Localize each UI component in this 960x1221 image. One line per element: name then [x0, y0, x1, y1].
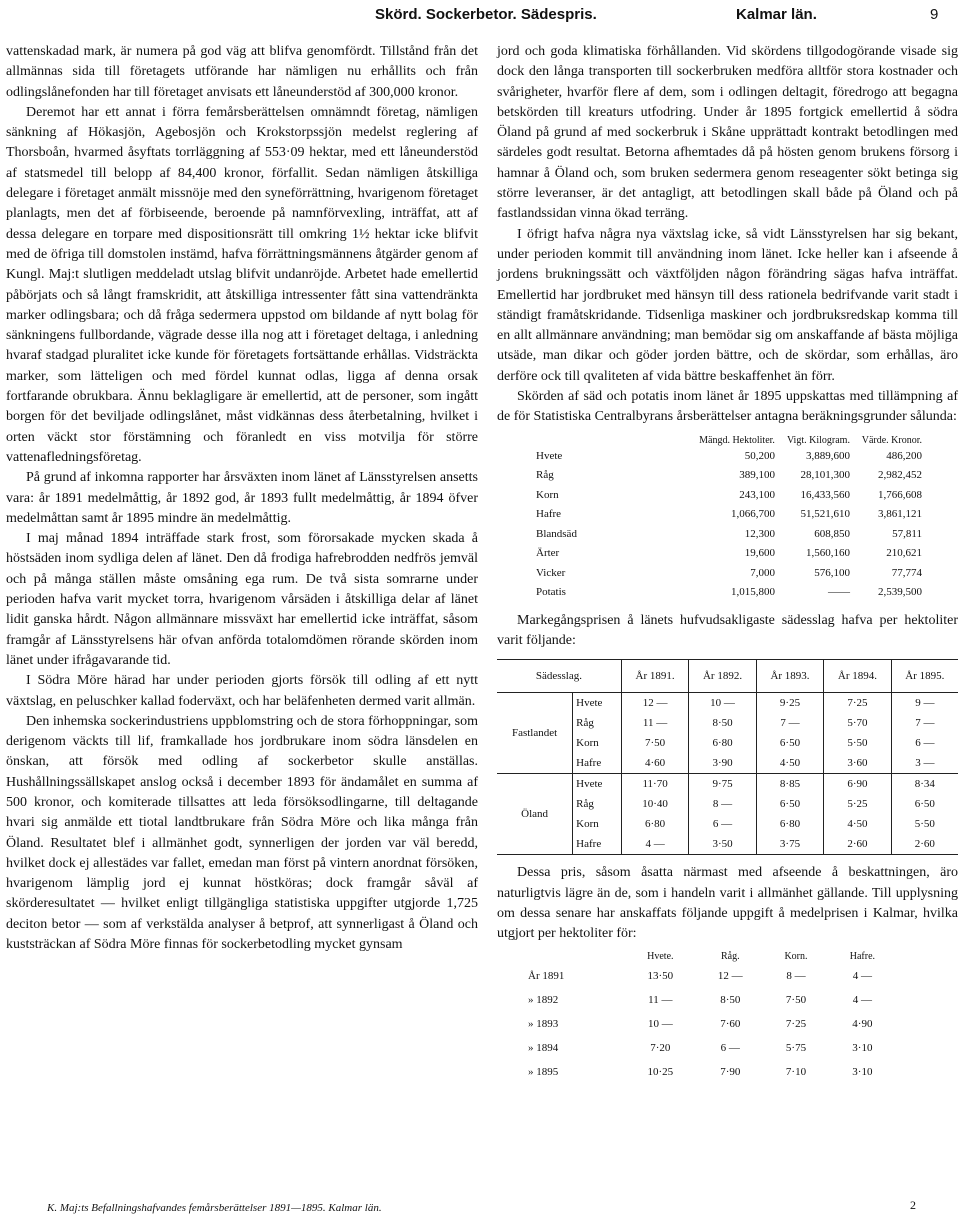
right-column — [497, 42, 958, 1084]
table-row — [533, 505, 925, 525]
price-cell: 11 — — [621, 713, 688, 733]
price-cell: 4 — — [852, 970, 873, 983]
price-cell: 4·90 — [852, 1018, 873, 1031]
crop-name: Potatis — [536, 586, 566, 599]
price-cell: 12 — — [621, 693, 688, 714]
price-cell: 7·50 — [785, 994, 807, 1007]
paragraph: I maj månad 1894 inträffade stark frost, som förorsakade mycken skada å höstsäden inom sydliga delen af länet. Den då frodiga hafrebrodden nedfrös jemväl och på många ställen måste omsåning ega rum. De två sista somrarne under perioden hafva varit mycket torra, hvarigenom vårsäden i åtskilliga delar af länet lidit ganska hårdt. Någon allmännare missväxt har emellertid icke inträffat, såsom framgår af Länsstyrelsens här ofvan anförda totalomdömen rörande skörden inom länet under ifrågavarande tid. — [6, 531, 478, 668]
price-cell: 7·10 — [785, 1066, 807, 1079]
column-header: År 1891. — [621, 660, 688, 693]
paragraph: vattenskadad mark, är numera på god väg att blifva genomfördt. Tillstånd från det allmännas sida till företagets utförande har nämligen nu erhållits och från odlingslånefonden har till företaget anvisats ett låneunderstöd af 300,000 kronor. — [6, 44, 478, 100]
weight-cell: 28,101,300 — [800, 469, 850, 482]
table-row — [497, 774, 958, 795]
paragraph: Deremot har ett annat i förra femårsberättelsen omnämndt företag, nämligen sänkning af Hökasjön, Agebosjön och Krokstorpssjön medelst reglering af Thorsboån, hvarmed åsyftats torrläggning af 553·09 hektar, med ett låneunderstöd af statsmedel till belopp af 84,400 kronor, förfallit. Sedan nämligen åtskilliga delegare i företaget anmält missnöje med den syneförrättning, hvarigenom företaget planlagts, men det af förbiseende, beroende på namnförvexling, inträffat, att af dessa delegare en torpare med dispositionsrätt till omkring 1½ hektar icke blifvit med de öfriga till domstolen instämd, hafva förrättningsmännens åtgärder genom af Kungl. Maj:t slutligen meddeladt utslag blifvit undanröjde. Arbetet hade emellertid påbörjats och så långt framskridit, att åtskilliga intressenter fått sina vattendränkta marker odlingsbara; och då fråga sedermera uppstod om bildande af nytt bolag för sänkningens fullbordande, vägrade desse illa nog att i företaget deltaga, i anledning hvaraf stadgad pluralitet icke kunde för företagets fortsättande erhållas. Vidsträckta marker, som lätteligen och med fördel kunnat odlas, ligga af denna orsak fortfarande obrukbara. Ännu beklagligare är emellertid, att de personer, som ingått borgen för det beviljade odlingslånet, måst vidkännas dess återbetalning, hvilket i orten väckt stor förstämning och föranledt en viss motvilja för större vattenafledningsföretag. — [6, 104, 478, 465]
amount-cell: 19,600 — [744, 547, 775, 560]
paragraph: jord och goda klimatiska förhållanden. Vid skördens tillgodogörande visade sig dock den långa transporten till sockerbruken medföra alltför stora kostnader och svårigheter, hvarför flere af dem, som i odlingen deltagit, föredrogo att begagna betskörden till kreaturs utfodring. Under år 1895 fortgick emellertid å södra Öland på grund af med sockerbruk i Skåne upprättadt kontrakt betodlingen med särdeles godt resultat. Betorna afhemtades då på hösten genom brukens försorg i hamnar å Öland och, som bruken sedermera genom reseagenter sökt betinga sig större leveranser, är det antagligt, att betodlingen skall både på Öland och på fastlandssidan vinna ökad terräng. — [497, 44, 958, 222]
kalmar-price-table — [527, 950, 897, 1084]
price-cell: 3·60 — [824, 753, 891, 774]
weight-cell: 608,850 — [814, 527, 850, 540]
price-table-body — [497, 693, 958, 855]
table-header-row — [527, 950, 897, 964]
amount-cell: 243,100 — [739, 488, 775, 501]
price-cell: 4·60 — [621, 753, 688, 774]
price-cell: 4·50 — [824, 814, 891, 834]
column-header: Råg. — [720, 951, 740, 963]
table-row — [497, 693, 958, 714]
region-label: Öland — [497, 774, 573, 855]
price-cell: 11·70 — [621, 774, 688, 795]
value-cell: 210,621 — [886, 547, 922, 560]
value-cell: 77,774 — [891, 566, 922, 579]
weight-cell: 576,100 — [814, 566, 850, 579]
weight-cell: 16,433,560 — [800, 488, 850, 501]
harvest-table — [533, 434, 925, 603]
price-cell: 11 — — [648, 994, 673, 1007]
crop-name: Ärter — [536, 547, 560, 560]
crop-name: Hvete — [573, 693, 622, 714]
crop-name: Korn — [573, 733, 622, 753]
amount-cell: 1,066,700 — [730, 508, 775, 521]
table-row — [533, 447, 925, 467]
year-label: » 1892 — [528, 994, 559, 1007]
price-cell: 3·10 — [852, 1066, 873, 1079]
amount-cell: 12,300 — [744, 527, 775, 540]
value-cell: 1,766,608 — [878, 488, 922, 501]
amount-cell: 50,200 — [744, 449, 775, 462]
price-cell: 8·85 — [756, 774, 823, 795]
weight-cell: 3,889,600 — [805, 449, 850, 462]
price-cell: 6·90 — [824, 774, 891, 795]
price-cell: 3·50 — [689, 834, 756, 855]
price-cell: 8·34 — [891, 774, 958, 795]
price-cell: 8 — — [689, 794, 756, 814]
year-label: » 1893 — [528, 1018, 559, 1031]
table-row — [527, 1012, 897, 1036]
footer-signature-mark: 2 — [910, 1198, 916, 1212]
running-header — [0, 4, 960, 26]
table-row — [533, 564, 925, 584]
price-cell: 6·80 — [756, 814, 823, 834]
price-cell: 7·25 — [824, 693, 891, 714]
table-row — [527, 964, 897, 988]
crop-name: Råg — [536, 469, 554, 482]
paragraph: Skörden af säd och potatis inom länet år 1895 uppskattas med tillämpning af de för Statistiska Centralbyrans årsberättelser antagna beräkningsgrunder sålunda: — [497, 389, 958, 425]
crop-name: Råg — [573, 713, 622, 733]
table-row — [527, 988, 897, 1012]
price-table — [497, 659, 958, 855]
price-cell: 3 — — [891, 753, 958, 774]
price-cell: 6·80 — [621, 814, 688, 834]
price-cell: 3·90 — [689, 753, 756, 774]
price-cell: 10 — — [689, 693, 756, 714]
column-header: År 1892. — [689, 660, 756, 693]
column-header: Hvete. — [647, 951, 674, 963]
price-cell: 7·90 — [720, 1066, 741, 1079]
crop-name: Hafre — [573, 834, 622, 855]
header-county: Kalmar län. — [736, 6, 817, 23]
price-cell: 4·50 — [756, 753, 823, 774]
year-label: » 1894 — [528, 1042, 559, 1055]
column-header: Sädesslag. — [497, 660, 621, 693]
left-column — [6, 42, 478, 955]
price-cell: 2·60 — [824, 834, 891, 855]
crop-name: Hvete — [536, 449, 563, 462]
table-row — [527, 1036, 897, 1060]
price-cell: 7 — — [756, 713, 823, 733]
table-row — [533, 466, 925, 486]
amount-cell: 389,100 — [739, 469, 775, 482]
table-row — [533, 486, 925, 506]
price-cell: 9 — — [891, 693, 958, 714]
price-cell: 5·25 — [824, 794, 891, 814]
price-cell: 6·80 — [689, 733, 756, 753]
price-cell: 2·60 — [891, 834, 958, 855]
price-cell: 7·20 — [650, 1042, 671, 1055]
year-label: » 1895 — [528, 1066, 559, 1079]
price-cell: 3·10 — [852, 1042, 873, 1055]
price-cell: 5·50 — [891, 814, 958, 834]
price-cell: 6·50 — [891, 794, 958, 814]
price-cell: 4 — — [852, 994, 873, 1007]
paragraph: På grund af inkomna rapporter har årsväxten inom länet af Länsstyrelsen ansetts vara: år 1891 medelmåttig, år 1892 god, år 1893 fullt medelmåttig, år 1894 öfver medelmåttan samt år 1895 mindre än medelmåttig. — [6, 470, 478, 526]
price-cell: 6·50 — [756, 733, 823, 753]
kalmar-table-body — [527, 964, 897, 1084]
crop-name: Blandsäd — [536, 527, 577, 540]
price-cell: 9·25 — [756, 693, 823, 714]
column-header: Korn. — [784, 951, 808, 963]
price-cell: 7 — — [891, 713, 958, 733]
value-cell: 3,861,121 — [878, 508, 922, 521]
paragraph: I Södra Möre härad har under perioden gjorts försök till odling af ett nytt växtslag, en peluschker kallad foderväxt, och har beläfenheten dermed varit allmän. — [6, 673, 478, 709]
value-cell: 2,539,500 — [878, 586, 922, 599]
harvest-table-body — [533, 447, 925, 603]
table-row — [533, 525, 925, 545]
price-cell: 8 — — [786, 970, 806, 983]
region-label: Fastlandet — [511, 727, 558, 740]
price-cell: 6·50 — [756, 794, 823, 814]
year-label: År 1891 — [528, 970, 565, 983]
value-cell: 57,811 — [892, 527, 922, 540]
paragraph: I öfrigt hafva några nya växtslag icke, så vidt Länsstyrelsen har sig bekant, under perioden kommit till användning inom länet. Icke heller kan i afseende å jordens brukningssätt och växtföljden någon förändring sägas hafva inträffat. Emellertid har jordbruket med hänsyn till dess rationela bedrifvande varit stadt i ständigt framåtskridande. Tidsenliga maskiner och jordbruksredskap komma till en allt allmännare användning; man bemödar sig om anskaffande af bästa möjliga utsäde, man dikar och göder jorden bättre, och de skördar, som erhållas, äro derföre ock till qvaliteten af vida bättre beskaffenhet än förr. — [497, 226, 958, 384]
weight-cell: 51,521,610 — [800, 508, 850, 521]
price-cell: 6 — — [689, 814, 756, 834]
page-number: 9 — [930, 6, 939, 23]
crop-name: Råg — [573, 794, 622, 814]
crop-name: Hvete — [573, 774, 622, 795]
crop-name: Vicker — [536, 566, 566, 579]
weight-cell: —— — [827, 586, 850, 599]
column-header: År 1893. — [756, 660, 823, 693]
column-header: Hafre. — [849, 951, 876, 963]
crop-name: Hafre — [573, 753, 622, 774]
price-cell: 12 — — [717, 970, 743, 983]
table-header-row — [533, 434, 925, 447]
crop-name: Korn — [536, 488, 559, 501]
price-cell: 8·50 — [720, 994, 741, 1007]
amount-cell: 7,000 — [750, 566, 775, 579]
price-cell: 13·50 — [647, 970, 674, 983]
price-cell: 10·40 — [621, 794, 688, 814]
table-row — [533, 583, 925, 603]
footer-source: K. Maj:ts Befallningshafvandes femårsberättelser 1891—1895. Kalmar län. — [47, 1202, 382, 1214]
price-cell: 6 — — [891, 733, 958, 753]
price-cell: 7·25 — [785, 1018, 807, 1031]
price-cell: 5·75 — [785, 1042, 807, 1055]
table-row — [527, 1060, 897, 1084]
crop-name: Hafre — [536, 508, 562, 521]
price-cell: 3·75 — [756, 834, 823, 855]
price-cell: 5·70 — [824, 713, 891, 733]
amount-cell: 1,015,800 — [730, 586, 775, 599]
column-header: Värde. Kronor. — [861, 434, 922, 446]
value-cell: 2,982,452 — [878, 469, 922, 482]
price-cell: 4 — — [621, 834, 688, 855]
column-header: Mängd. Hektoliter. — [699, 434, 775, 446]
column-header: År 1894. — [824, 660, 891, 693]
price-cell: 5·50 — [824, 733, 891, 753]
price-cell: 10 — — [647, 1018, 673, 1031]
table-row — [533, 544, 925, 564]
column-header: Vigt. Kilogram. — [786, 434, 850, 446]
column-header: År 1895. — [891, 660, 958, 693]
header-section-title: Skörd. Sockerbetor. Sädespris. — [375, 6, 597, 23]
paragraph: Dessa pris, såsom åsatta närmast med afseende å beskattningen, äro naturligtvis lägre än de, som i handeln varit i allmänhet gällande. Till upplysning om dessa senare har anskaffats följande uppgift å medelprisen i Kalmar, hvilka utgjort per hektoliter för: — [497, 865, 958, 942]
weight-cell: 1,560,160 — [805, 547, 850, 560]
value-cell: 486,200 — [886, 449, 922, 462]
crop-name: Korn — [573, 814, 622, 834]
price-cell: 7·60 — [720, 1018, 741, 1031]
paragraph: Markegångsprisen å länets hufvudsakligaste sädesslag hafva per hektoliter varit följande: — [497, 612, 958, 648]
price-cell: 8·50 — [689, 713, 756, 733]
price-cell: 6 — — [720, 1042, 740, 1055]
column-header — [527, 950, 624, 964]
paragraph: Den inhemska sockerindustriens uppblomstring och de stora förhoppningar, som derigenom väckts till lif, framkallade hos jordbrukare inom södra länsdelen en önskan, att försök med odling af sockerbetor skulle anställas. Hushållningssällskapet anslog också i december 1893 för ändamålet en summa af 500 kronor, och komiterade tillsattes att leda försöksodlingarne, till deltagande hvari sig anmälde ett tiotal landtbrukare från Södra Möre och lika många från Öland. Resultatet blef i allmänhet godt, synnerligen der jorden var väl beredd, hvilket dock ej allestädes var fallet, emedan man först på vintern anordnat försöken, hvarigenom lämplig jord ej kunnat höstköras; dock framgår såväl af skörderesultatet — hvilket enligt tillgängliga statistiska uppgifter utgjorde 1,725 deciton betor — som af verkstälda analyser å betprof, att synnerligast å Öland och kuststräckan af Södra Möre finnas för sockerbetodling mycket gynsam — [6, 713, 478, 953]
price-cell: 10·25 — [647, 1066, 674, 1079]
price-cell: 9·75 — [689, 774, 756, 795]
table-header-row — [497, 660, 958, 693]
price-cell: 7·50 — [621, 733, 688, 753]
